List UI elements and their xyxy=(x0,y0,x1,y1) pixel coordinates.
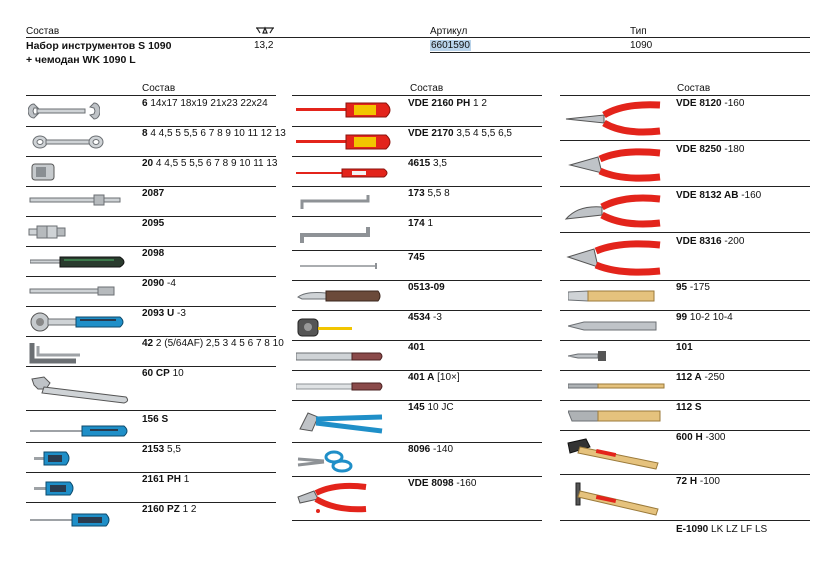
scriber-icon xyxy=(298,261,382,271)
socket-icon xyxy=(30,161,60,183)
item-code: 2160 PZ xyxy=(142,504,180,515)
list-item[interactable] xyxy=(26,443,276,473)
list-item[interactable] xyxy=(26,127,286,157)
list-item[interactable] xyxy=(292,341,542,371)
list-item[interactable] xyxy=(292,251,542,281)
item-spec: -180 xyxy=(724,144,745,155)
stubby-phillips-icon xyxy=(34,479,78,499)
item-code: 401 xyxy=(408,342,425,353)
list-item[interactable] xyxy=(26,337,284,367)
list-item[interactable] xyxy=(560,431,810,475)
header-rule xyxy=(26,37,810,38)
item-code: 95 xyxy=(676,282,688,293)
item-spec: 10 JC xyxy=(427,402,454,413)
item-code: 99 xyxy=(676,312,688,323)
item-spec: 5,5 8 xyxy=(427,188,450,199)
file-icon xyxy=(568,382,668,390)
offset-screwdriver-small-icon xyxy=(296,223,380,247)
item-code: VDE 8250 xyxy=(676,144,722,155)
stubby-screwdriver-icon xyxy=(34,449,74,469)
spinner-handle-icon xyxy=(30,255,130,269)
item-code: 60 CP xyxy=(142,368,170,379)
list-item[interactable] xyxy=(292,157,542,187)
header-tip-label: Тип xyxy=(630,26,647,37)
feeler-gauge-icon xyxy=(296,351,386,363)
t-handle-icon xyxy=(28,193,128,209)
list-item[interactable] xyxy=(292,401,542,443)
list-item[interactable] xyxy=(292,443,542,477)
item-code: VDE 2170 xyxy=(408,128,454,139)
vde-cutter-pliers-icon xyxy=(296,481,386,517)
item-code: VDE 8316 xyxy=(676,236,722,247)
item-code: 145 xyxy=(408,402,425,413)
item-code: 401 A xyxy=(408,372,435,383)
vde-flat-screwdriver-icon xyxy=(296,133,396,151)
item-code: 101 xyxy=(676,342,693,353)
item-spec: 4 4,5 5 5,5 6 7 8 9 10 11 13 xyxy=(155,158,278,169)
vde-combination-pliers-icon xyxy=(564,147,664,183)
list-item[interactable] xyxy=(560,189,810,233)
item-code: 72 H xyxy=(676,476,698,487)
row-rule xyxy=(560,232,810,233)
item-spec: 1 xyxy=(427,218,434,229)
set-weight: 13,2 xyxy=(254,40,274,51)
item-spec: -3 xyxy=(177,308,186,319)
list-item[interactable] xyxy=(292,281,542,311)
item-spec: 3,5 xyxy=(433,158,447,169)
item-code: 174 xyxy=(408,218,425,229)
list-item[interactable] xyxy=(560,97,810,141)
set-subtitle: + чемодан WK 1090 L xyxy=(26,54,136,66)
row-rule xyxy=(560,140,810,141)
list-item[interactable] xyxy=(26,367,276,411)
item-spec: -300 xyxy=(705,432,726,443)
list-item[interactable] xyxy=(26,157,276,187)
list-item[interactable] xyxy=(26,217,276,247)
item-code: E-1090 xyxy=(676,524,709,535)
item-spec: 5,5 xyxy=(167,444,181,455)
item-spec: -160 xyxy=(724,98,745,109)
list-item[interactable] xyxy=(292,217,542,251)
flat-chisel-icon xyxy=(568,289,658,303)
item-code: 0513-09 xyxy=(408,282,445,293)
item-spec: -160 xyxy=(456,478,477,489)
item-code: VDE 8132 AB xyxy=(676,190,739,201)
list-item[interactable] xyxy=(560,523,810,553)
extension-bar-icon xyxy=(28,286,128,298)
item-spec: [10×] xyxy=(437,372,460,383)
scraper-icon xyxy=(568,409,664,423)
list-item[interactable] xyxy=(26,97,276,127)
list-item[interactable] xyxy=(26,247,276,277)
item-code: 2093 U xyxy=(142,308,175,319)
list-item[interactable] xyxy=(292,127,542,157)
pozidriv-screwdriver-icon xyxy=(30,513,114,529)
item-code: VDE 8120 xyxy=(676,98,722,109)
item-code: 600 H xyxy=(676,432,703,443)
item-spec: 2 (5/64AF) 2,5 3 4 5 6 7 8 10 xyxy=(155,338,284,349)
list-item[interactable] xyxy=(560,143,810,187)
list-item[interactable] xyxy=(292,187,542,217)
item-code: 112 S xyxy=(676,402,702,413)
item-code: 745 xyxy=(408,252,425,263)
ratchet-icon xyxy=(28,311,128,333)
list-item[interactable] xyxy=(560,235,810,281)
row-rule xyxy=(560,520,810,521)
hammer-icon xyxy=(566,437,662,471)
vde-side-cutters-icon xyxy=(564,239,664,277)
knife-icon xyxy=(296,287,382,305)
item-code: 8096 xyxy=(408,444,431,455)
item-spec: 4 4,5 5 5,5 6 7 8 9 10 11 12 13 xyxy=(150,128,286,139)
list-item[interactable] xyxy=(560,401,810,431)
water-pump-pliers-icon xyxy=(296,407,386,437)
vde-phillips-screwdriver-icon xyxy=(296,101,396,119)
item-spec: -250 xyxy=(704,372,725,383)
item-spec: -160 xyxy=(741,190,762,201)
vde-long-nose-pliers-icon xyxy=(564,101,664,137)
item-code: 2087 xyxy=(142,188,165,199)
adjustable-wrench-icon xyxy=(28,375,132,405)
pick-hammer-icon xyxy=(566,481,662,517)
col2-head: Состав xyxy=(410,83,444,94)
list-item[interactable] xyxy=(560,341,810,371)
item-spec: -140 xyxy=(433,444,454,455)
list-item[interactable] xyxy=(26,473,276,503)
universal-joint-icon xyxy=(28,223,68,241)
item-code: 2090 xyxy=(142,278,165,289)
list-item[interactable] xyxy=(560,311,810,341)
item-code: 156 S xyxy=(142,414,169,425)
item-code: 6 xyxy=(142,98,148,109)
item-spec: -175 xyxy=(689,282,710,293)
item-code: 4615 xyxy=(408,158,431,169)
list-item[interactable] xyxy=(560,281,810,311)
item-spec: 1 2 xyxy=(182,504,197,515)
item-code: 2161 PH xyxy=(142,474,181,485)
open-end-wrench-icon xyxy=(28,101,100,121)
hex-key-icon xyxy=(28,341,88,365)
col1-head-rule xyxy=(26,95,276,96)
cold-chisel-icon xyxy=(568,321,660,331)
row-rule xyxy=(26,410,276,411)
list-item[interactable] xyxy=(292,371,542,401)
tape-measure-icon xyxy=(296,316,356,338)
item-code: 42 xyxy=(142,338,154,349)
offset-screwdriver-icon xyxy=(296,193,380,213)
item-code: 2098 xyxy=(142,248,165,259)
item-code: VDE 2160 PH xyxy=(408,98,471,109)
list-item[interactable] xyxy=(292,97,542,127)
set-title: Набор инструментов S 1090 xyxy=(26,40,172,52)
row-rule xyxy=(292,520,542,521)
item-spec: 3,5 4 5,5 6,5 xyxy=(456,128,512,139)
header-rule-2 xyxy=(430,52,810,53)
item-code: 2153 xyxy=(142,444,165,455)
set-type: 1090 xyxy=(630,40,653,51)
list-item[interactable] xyxy=(560,371,810,401)
list-item[interactable] xyxy=(26,413,276,443)
item-code: 112 A xyxy=(676,372,702,383)
item-spec: 10-2 10-4 xyxy=(689,312,733,323)
item-spec: 14x17 18x19 21x23 22x24 xyxy=(150,98,268,109)
item-spec: -200 xyxy=(724,236,745,247)
item-spec: 10 xyxy=(172,368,184,379)
offset-wrench-icon xyxy=(32,133,104,151)
list-item[interactable] xyxy=(26,503,276,533)
vde-bent-nose-pliers-icon xyxy=(564,193,664,229)
list-item[interactable] xyxy=(26,187,276,217)
item-code: VDE 8098 xyxy=(408,478,454,489)
voltage-tester-icon xyxy=(296,167,396,179)
center-punch-icon xyxy=(568,349,608,363)
item-spec: 1 2 xyxy=(473,98,487,109)
header-artikul-label: Артикул xyxy=(430,26,468,37)
set-article[interactable]: 6601590 xyxy=(431,40,470,51)
item-code: 20 xyxy=(142,158,154,169)
screwdriver-icon xyxy=(30,424,130,438)
list-item[interactable] xyxy=(26,277,276,307)
item-code: 8 xyxy=(142,128,148,139)
item-spec: -100 xyxy=(699,476,720,487)
item-code: 173 xyxy=(408,188,425,199)
col3-head: Состав xyxy=(677,83,711,94)
item-spec: -3 xyxy=(433,312,442,323)
item-spec: LK LZ LF LS xyxy=(711,524,768,535)
item-spec: 1 xyxy=(183,474,190,485)
col2-head-rule xyxy=(292,95,542,96)
item-code: 2095 xyxy=(142,218,165,229)
header-sostav-label: Состав xyxy=(26,26,60,37)
list-item[interactable] xyxy=(292,477,542,521)
list-item[interactable] xyxy=(292,311,542,341)
item-spec: -4 xyxy=(167,278,176,289)
list-item[interactable] xyxy=(26,307,276,337)
col1-head: Состав xyxy=(142,83,176,94)
feeler-gauge-set-icon xyxy=(296,381,386,393)
col3-head-rule xyxy=(560,95,810,96)
row-rule xyxy=(560,186,810,187)
item-code: 4534 xyxy=(408,312,431,323)
scissors-icon xyxy=(296,449,356,473)
list-item[interactable] xyxy=(560,475,810,521)
